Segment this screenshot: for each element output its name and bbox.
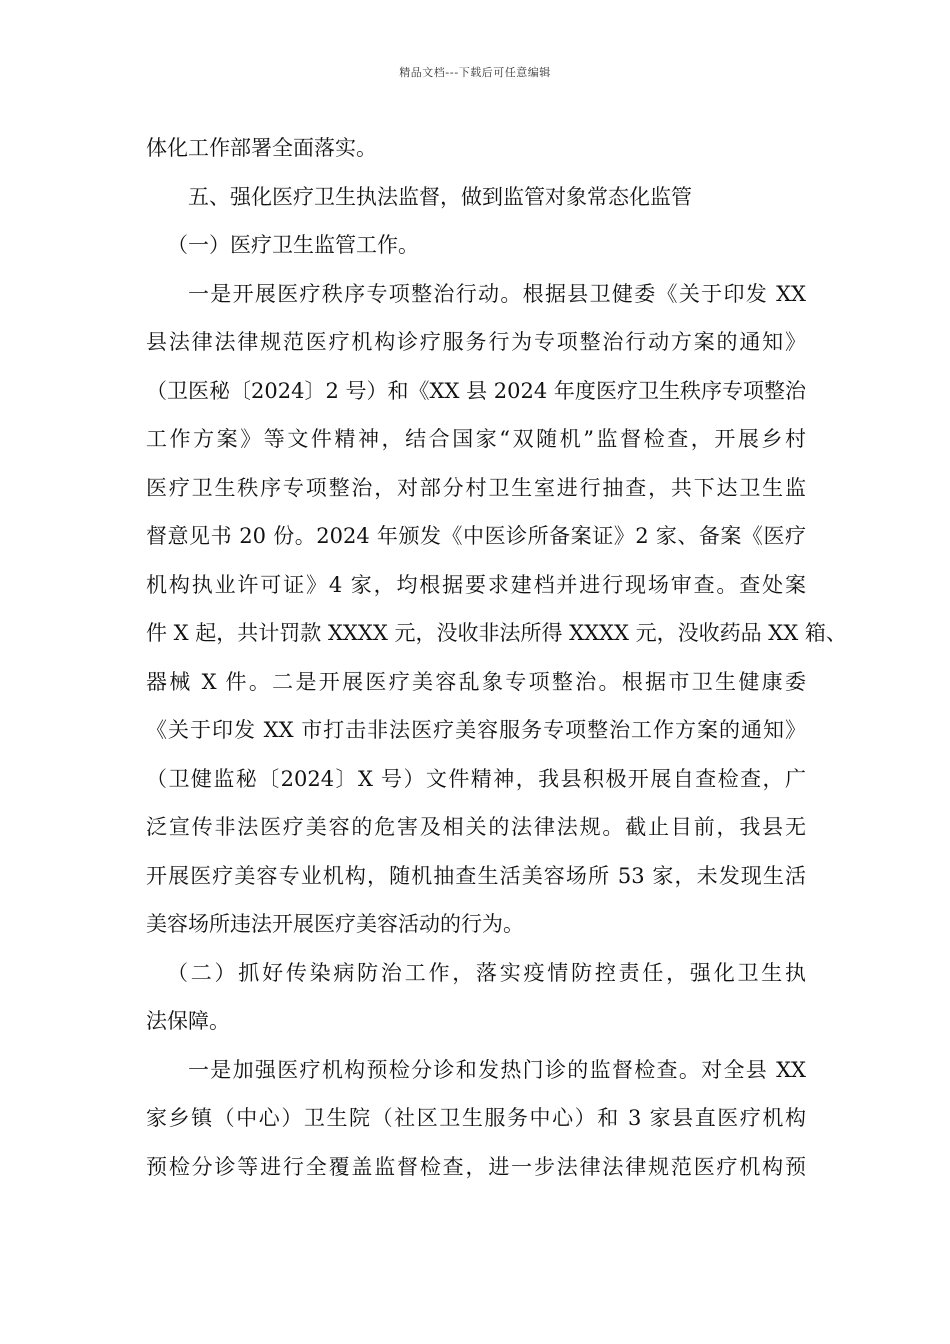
subsection-heading: （二）抓好传染病防治工作，落实疫情防控责任，强化卫生执 xyxy=(167,960,806,985)
section-heading: 五、强化医疗卫生执法监督，做到监管对象常态化监管 xyxy=(188,184,692,209)
paragraph-line: （卫医秘〔2024〕2 号）和《XX 县 2024 年度医疗卫生秩序专项整治 xyxy=(146,378,806,403)
page-header: 精品文档---下载后可任意编辑 xyxy=(399,66,551,79)
paragraph-line: 一是加强医疗机构预检分诊和发热门诊的监督检查。对全县 XX xyxy=(188,1057,806,1082)
paragraph-line: 家乡镇（中心）卫生院（社区卫生服务中心）和 3 家县直医疗机构 xyxy=(146,1106,806,1130)
paragraph-line: 工作方案》等文件精神，结合国家“双随机”监督检查，开展乡村 xyxy=(146,427,806,451)
paragraph-line: 《关于印发 XX 市打击非法医疗美容服务专项整治工作方案的通知》 xyxy=(146,718,806,742)
paragraph-line: 器械 X 件。二是开展医疗美容乱象专项整治。根据市卫生健康委 xyxy=(146,669,806,694)
paragraph-line: 件 X 起，共计罚款 XXXX 元，没收非法所得 XXXX 元，没收药品 XX 箱、 xyxy=(146,621,847,645)
paragraph-line: 开展医疗美容专业机构，随机抽查生活美容场所 53 家，未发现生活 xyxy=(146,863,806,888)
document-body xyxy=(146,124,847,1191)
paragraph-line: 泛宣传非法医疗美容的危害及相关的法律法规。截止目前，我县无 xyxy=(146,815,806,839)
paragraph-line: 一是开展医疗秩序专项整治行动。根据县卫健委《关于印发 XX xyxy=(188,281,806,306)
paragraph-line: 预检分诊等进行全覆盖监督检查，进一步法律法律规范医疗机构预 xyxy=(146,1154,806,1179)
subsection-heading: （一）医疗卫生监管工作。 xyxy=(167,233,419,257)
paragraph-line: 美容场所违法开展医疗美容活动的行为。 xyxy=(146,912,524,936)
paragraph-line: 体化工作部署全面落实。 xyxy=(146,136,377,160)
paragraph-line: 督意见书 20 份。2024 年颁发《中医诊所备案证》2 家、备案《医疗 xyxy=(146,524,806,548)
paragraph-line: 医疗卫生秩序专项整治，对部分村卫生室进行抽查，共下达卫生监 xyxy=(146,475,806,500)
subsection-heading-continued: 法保障。 xyxy=(146,1009,230,1033)
paragraph-line: （卫健监秘〔2024〕X 号）文件精神，我县积极开展自查检查，广 xyxy=(146,766,806,791)
paragraph-line: 机构执业许可证》4 家，均根据要求建档并进行现场审查。查处案 xyxy=(146,572,806,597)
paragraph-line: 县法律法律规范医疗机构诊疗服务行为专项整治行动方案的通知》 xyxy=(146,330,806,354)
